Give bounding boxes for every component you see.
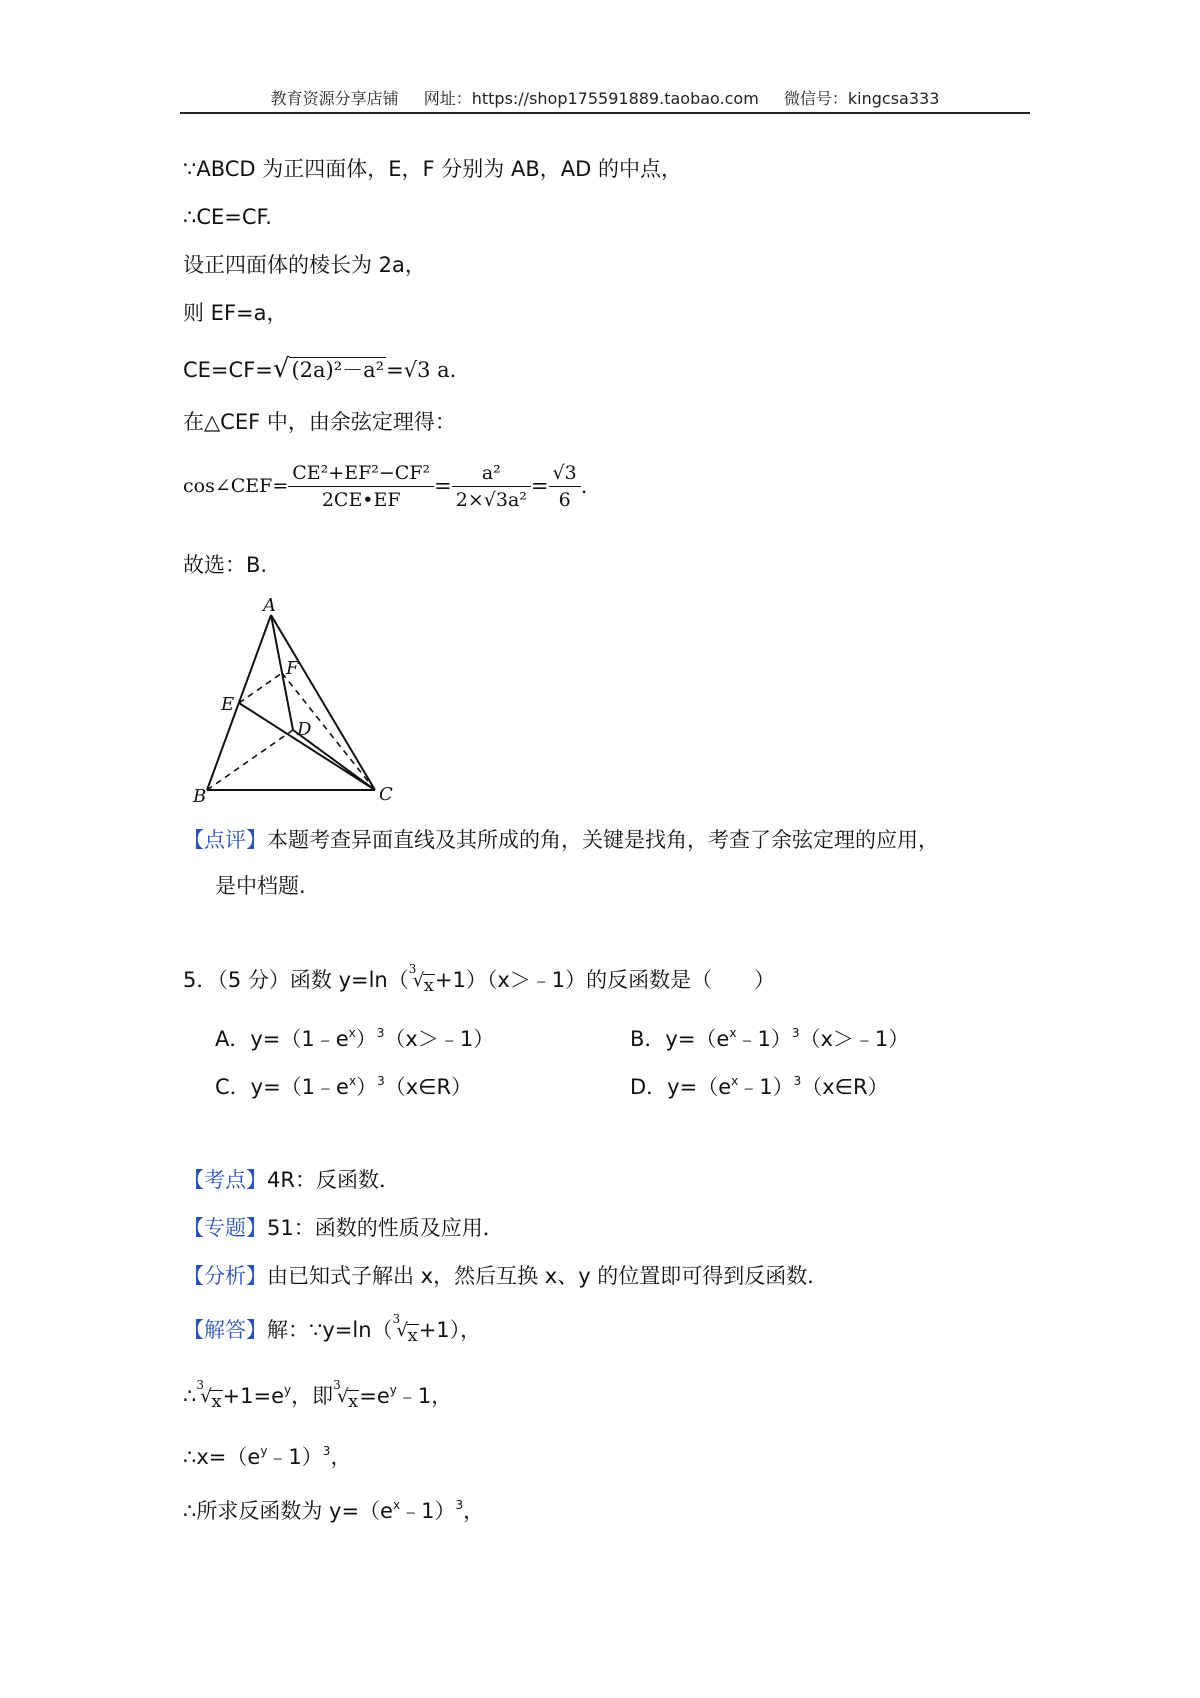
zhuanti-text: 51：函数的性质及应用． bbox=[267, 1216, 504, 1240]
cube-root-x: 3 √ x bbox=[408, 962, 434, 996]
edge-ac bbox=[271, 615, 375, 790]
fraction-result bbox=[549, 460, 581, 513]
fraction-1-numerator: CE²+EF²−CF² bbox=[288, 460, 434, 487]
hidden-edge-bd bbox=[207, 730, 293, 790]
cos-label: cos∠CEF= bbox=[183, 475, 289, 498]
label-c: C bbox=[379, 784, 393, 805]
fenxi-tag: 【分析】 bbox=[183, 1264, 267, 1288]
kaodian-text: 4R：反函数． bbox=[267, 1168, 400, 1192]
header-divider bbox=[180, 112, 1030, 114]
label-e: E bbox=[221, 694, 235, 715]
fraction-3-numerator: √3 bbox=[549, 460, 581, 487]
jieda-line: 【解答】解：∵y=ln（ 3 √ x+1）， bbox=[183, 1312, 482, 1346]
fenxi-text: 由已知式子解出 x，然后互换 x、y 的位置即可得到反函数． bbox=[267, 1264, 829, 1288]
option-c[interactable]: C．$y=(1﹣e^x)^3(x\in R)$ bbox=[215, 1074, 473, 1099]
fraction-substituted bbox=[452, 460, 531, 513]
sqrt-radicand: (2a)²－a² bbox=[291, 358, 385, 382]
solution-line-1: ∵ABCD 为正四面体，E，F 分别为 AB，AD 的中点， bbox=[183, 157, 682, 181]
cosine-formula: cos∠CEF= $\frac{\text{CE²+EF²−CF²}}{2CE•EF}$ = $\frac{\text{a²}}{\text{2×√3a²}}$ = $\frac{√3}{6}$ . bbox=[183, 462, 588, 511]
cube-root-x: 3 √ x bbox=[392, 1312, 418, 1346]
option-b[interactable]: B．$y=(e^x﹣1)^3(x>﹣1)$ bbox=[630, 1026, 910, 1051]
solution-line-6: 在△CEF 中，由余弦定理得： bbox=[183, 410, 456, 434]
question-5-stem bbox=[183, 962, 776, 996]
comment-tag: 【点评】 bbox=[183, 828, 267, 852]
solution-step-1: ∴ 3 √ $x+1=e^y$，即 3 √ $x=e^y﹣1$， bbox=[183, 1378, 453, 1412]
fraction-cosine-law bbox=[288, 460, 434, 513]
shop-name: 教育资源分享店铺 bbox=[270, 89, 399, 108]
sqrt3-a: √3 a. bbox=[403, 358, 457, 382]
zhuanti-tag: 【专题】 bbox=[183, 1216, 267, 1240]
equals-sign: = bbox=[386, 358, 404, 382]
answer-choice: 故选：B. bbox=[183, 553, 268, 577]
option-d[interactable]: D．$y=(e^x﹣1)^3(x\in R)$ bbox=[630, 1074, 889, 1099]
ce-cf-prefix: CE=CF= bbox=[183, 358, 273, 382]
solution-line-2: ∴CE=CF. bbox=[183, 205, 272, 229]
cube-root-x: 3 √ x bbox=[196, 1378, 222, 1412]
solution-line-3: 设正四面体的棱长为 2a， bbox=[183, 253, 426, 277]
kaodian-tag: 【考点】 bbox=[183, 1168, 267, 1192]
fraction-2-numerator: a² bbox=[452, 460, 531, 487]
cbrt-index: 3 bbox=[408, 962, 417, 976]
comment-text-1: 本题考查异面直线及其所成的角，关键是找角，考查了余弦定理的应用， bbox=[267, 828, 939, 852]
solution-step-2: $\therefore x=(e^y﹣1)^3$， bbox=[183, 1444, 352, 1469]
fenxi-line bbox=[183, 1264, 828, 1289]
sqrt-expression: √(2a)²－a² bbox=[272, 354, 385, 384]
fraction-1-denominator: 2CE•EF bbox=[321, 489, 401, 511]
tetrahedron-svg bbox=[185, 595, 395, 805]
hidden-segment-ef bbox=[239, 673, 282, 703]
shop-url[interactable]: 网址：https://shop175591889.taobao.com bbox=[423, 89, 759, 108]
jieda-tag: 【解答】 bbox=[183, 1318, 267, 1342]
label-a: A bbox=[263, 595, 276, 616]
label-f: F bbox=[286, 658, 299, 679]
fraction-3-denominator: 6 bbox=[558, 489, 571, 511]
solution-line-5 bbox=[183, 354, 456, 385]
page-header bbox=[180, 86, 1030, 109]
label-b: B bbox=[193, 786, 207, 805]
tetrahedron-figure bbox=[185, 595, 395, 805]
kaodian-line bbox=[183, 1168, 400, 1193]
label-d: D bbox=[297, 719, 312, 740]
comment-line-1 bbox=[183, 828, 939, 853]
fraction-2-denominator: 2×√3a² bbox=[455, 489, 527, 511]
stem-part-a: 5．（5 分）函数 y=ln（ bbox=[183, 968, 409, 992]
segment-ec bbox=[239, 703, 375, 790]
solution-line-4: 则 EF=a， bbox=[183, 301, 288, 325]
zhuanti-line bbox=[183, 1216, 504, 1241]
comment-line-2: 是中档题. bbox=[215, 874, 306, 898]
option-a[interactable]: A．$y=(1﹣e^x)^3(x>﹣1)$ bbox=[215, 1026, 495, 1051]
cbrt-radicand: x bbox=[423, 975, 434, 996]
cube-root-x: 3 √ x bbox=[333, 1378, 359, 1412]
solution-step-3: ∴所求反函数为 $y=(e^x﹣1)^3$， bbox=[183, 1498, 485, 1523]
stem-part-b: +1）（x＞﹣1）的反函数是（ ） bbox=[434, 968, 776, 992]
wechat-id: 微信号：kingcsa333 bbox=[783, 89, 940, 108]
